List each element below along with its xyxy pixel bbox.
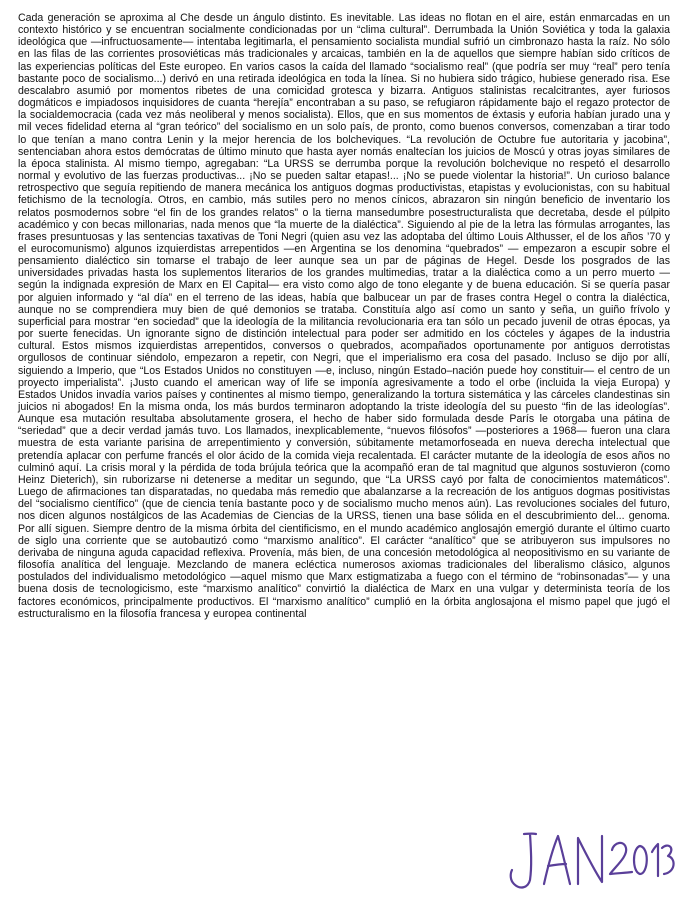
body-text <box>18 12 670 620</box>
signature-letter-n <box>578 836 602 884</box>
signature-letter-j <box>511 834 536 888</box>
signature-digit-1 <box>652 844 658 876</box>
handwritten-signature <box>498 826 676 898</box>
signature-drawing <box>498 826 676 898</box>
signature-letter-a <box>544 836 570 884</box>
paragraph: Cada generación se aproxima al Che desde un ángulo distinto. Es inevitable. Las ideas no flotan en el aire, están enmarcadas en un contexto histórico y se encuentran socialmente condicionadas por un “clima cultural”. Derrumbada la Unión Soviética y toda la galaxia ideológica que —infructuosamente— intentaba legitimarla, el pensamiento socialista mundial sufrió un cimbronazo hasta la raíz. No sólo en las filas de las corrientes prosoviéticas más tradicionales y arcaicas, también en la de aquellos que siempre habían sido críticos de las experiencias políticas del Este europeo. En varios casos la caída del llamado “socialismo real” (que podría ser muy “real” pero tenía bastante poco de socialismo...) derivó en una retirada ideológica en toda la línea. Si no hubiera sido trágico, hubiese generado risa. Ese descalabro asumió por momentos ribetes de una comicidad grotesca y bizarra. Antiguos stalinistas recalcitrantes, ayer furiosos dogmáticos e impiadosos inquisidores de cuanta “herejía” encontraban a su paso, se refugiaron rápidamente bajo el regazo protector de la socialdemocracia (cada vez más neoliberal y menos socialista). Ellos, que en sus momentos de éxtasis y euforia habían jurado una y mil veces fidelidad eterna al “gran teórico” del socialismo en un solo país, de pronto, como buenos conversos, comenzaban a tirar todo lo que tenían a mano contra Lenin y la mejor herencia de los bolcheviques. “La revolución de Octubre fue autoritaria y jacobina”, sentenciaban ahora estos demócratas de último minuto que hasta ayer nomás enaltecían los juicios de Moscú y otras joyas similares de la época stalinista. Al mismo tiempo, agregaban: “La URSS se derrumba porque la revolución bolchevique no respetó el desarrollo normal y evolutivo de las fuerzas productivas... ¡No se pueden saltar etapas!... ¡No se puede violentar la historia!”. Un curioso balance retrospectivo que seguía repitiendo de manera mecánica los antiguos dogmas productivistas, etapistas y evolucionistas, con su habitual fetichismo de la tecnología. Otros, en cambio, más sutiles pero no menos cínicos, abrazaron sin ningún beneficio de inventario los relatos posmodernos sobre “el fin de los grandes relatos” o la tierna mansedumbre posestructuralista que decretaba, desde el púlpito académico y con becas millonarias, nada menos que “la muerte de la dialéctica”. Siguiendo al pie de la letra las fórmulas arrogantes, las frases presuntuosas y las sentencias taxativas de Toni Negri (quien asu vez las adoptaba del último Louis Althusser, el de los años ’70 y el eurocomunismo) algunos izquierdistas arrepentidos —en Argentina se los denomina “quebrados” — empezaron a escupir sobre el pensamiento dialéctico sin tomarse el trabajo de leer aunque sea un par de páginas de Hegel. Desde los posgrados de las universidades privadas hasta los suplementos literarios de los grandes multimedias, tratar a la dialéctica como a un perro muerto —según la indignada expresión de Marx en El Capital— era visto como algo de tono elegante y de buena educación. Si se quería pasar por alguien informado y “al día” en el terreno de las ideas, había que balbucear un par de frases contra Hegel o contra la dialéctica, aunque no se comprendiera muy bien de qué demonios se trataba. Constituía algo así como un santo y seña, un guiño frívolo y superficial para mostrar “en sociedad” que la ideología de la militancia revolucionaria era tan sólo un pecado juvenil de otras épocas, ya por suerte fenecidas. Un ignorante signo de distinción intelectual para poder ser admitido en los cócteles y ágapes de la industria cultural. Estos mismos izquierdistas arrepentidos, conversos o quebrados, acompañados oportunamente por antiguos derrotistas orgullosos de continuar siéndolo, empezaron a repetir, con Negri, que el imperialismo era cosa del pasado. Incluso se dijo por allí, siguiendo a Imperio, que “Los Estados Unidos no constituyen —e, incluso, ningún Estado–nación puede hoy constituir— el centro de un proyecto imperialista”. ¡Justo cuando el american way of life se imponía agresivamente a todo el orbe (incluida la vieja Europa) y Estados Unidos invadía varios países y continentes al mismo tiempo, generalizando la tortura sistemática y las cárceles clandestinas sin juicios ni abogados! En la misma onda, los más burdos terminaron adoptando la triste ideología del su puesto “fin de las ideologías”. Aunque esa mutación resultaba absolutamente grosera, el hecho de haber sido formulada desde París le otorgaba una pátina de “seriedad” que a decir verdad jamás tuvo. Los llamados, inexplicablemente, “nuevos filósofos” —posteriores a 1968— fueron una clara muestra de esta variante parisina de arrepentimiento y conversión, súbitamente metamorfoseada en nueva derecha intelectual que pretendía aplacar con perfume francés el olor ácido de la comida vieja recalentada. El carácter mutante de la ideología de esos años no culminó aquí. La crisis moral y la pérdida de toda brújula teórica que la acompañó eran de tal magnitud que algunos sostuvieron (como Heinz Dieterich), sin ruborizarse ni detenerse a meditar un segundo, que “La URSS cayó por falta de conocimientos matemáticos”. Luego de afirmaciones tan disparatadas, no quedaba más remedio que abalanzarse a la recreación de los antiguos dogmas positivistas del “socialismo científico” (que de ciencia tenía bastante poco y de socialismo mucho menos aún). Las revoluciones sociales del futuro, nos dicen algunos nostálgicos de las Academias de Ciencias de la URSS, tienen una base sólida en el descubrimiento del... genoma. Por allí siguen. Siempre dentro de la misma órbita del cientificismo, en el mundo académico anglosajón emergió durante el último cuarto de siglo una corriente que se autobautizó como “marxismo analítico”. El carácter “analítico” que se atribuyeron sus impulsores no derivaba de ninguna aguda capacidad reflexiva. Provenía, más bien, de una concesión metodológica al neopositivismo en su variante de filosofía analítica del lenguaje. Mezclando de manera ecléctica numerosos axiomas tradicionales del liberalismo clásico, algunos postulados del individualismo metodológico —aquel mismo que Marx estigmatizaba a fuego con el término de “robinsonadas”— y una buena dosis de tecnologicismo, este “marxismo analítico” convirtió la dialéctica de Marx en una vulgar y determinista teoría de los factores económicos, principalmente productivos. El “marxismo analítico” cumplió en la órbita anglosajona el mismo papel que jugó el estructuralismo en la filosofía francesa y europea continental <box>18 12 670 620</box>
signature-strokes <box>511 834 674 888</box>
signature-digit-0 <box>634 846 647 874</box>
signature-digit-2 <box>610 843 632 874</box>
signature-digit-3 <box>662 846 674 874</box>
